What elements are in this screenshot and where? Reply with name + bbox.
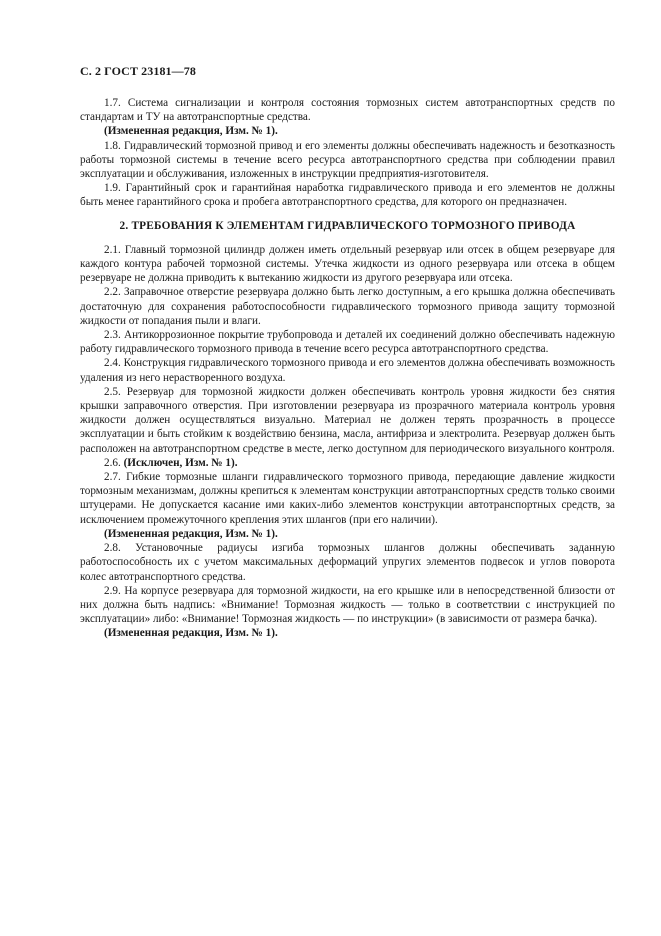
clause-paragraph: 2.5. Резервуар для тормозной жидкости должен обеспечивать контроль уровня жидкости без снятия крышки заправочного отверстия. При изготовлении резервуара из прозрачного материала контроль уровня жидкости должен осуществляться визуально. Материал не должен терять прозрачность в процессе эксплуатации и быть стойким к воздействию бензина, масла, антифриза и электролита. Резервуар должен быть расположен на автотранспортном средстве в месте, легко доступном для периодического визуального контроля. [80, 385, 615, 455]
amendment-note: (Измененная редакция, Изм. № 1). [104, 627, 278, 640]
clause-number: 2.6. [104, 456, 124, 469]
clause-paragraph [80, 456, 615, 470]
document-body [80, 96, 615, 641]
clause-paragraph: 2.4. Конструкция гидравлического тормозного привода и его элементов должна обеспечивать возможность удаления из него нерастворенного воздуха. [80, 357, 615, 384]
section-2-body [80, 243, 615, 641]
clause-paragraph: 2.8. Установочные радиусы изгиба тормозных шлангов должны обеспечивать заданную работоспособность их с учетом максимальных деформаций упругих элементов подвесок и углов поворота колес автотранспортного средства. [80, 542, 615, 583]
amendment-note: (Измененная редакция, Изм. № 1). [104, 125, 278, 138]
clause-paragraph: 2.7. Гибкие тормозные шланги гидравлического тормозного привода, передающие давление жидкости тормозным механизмам, должны крепиться к элементам конструкции автотранспортных средств только своими штуцерами. Не допускается касание ими каких-либо элементов конструкции автотранспортных средств, за исключением промежуточного крепления этих шлангов (при его наличии). [80, 471, 615, 526]
clause-paragraph: 1.9. Гарантийный срок и гарантийная наработка гидравлического привода и его элементов не должны быть менее гарантийного срока и пробега автотранспортного средства, для которого он предназначен. [80, 182, 615, 209]
clause-paragraph: 2.2. Заправочное отверстие резервуара должно быть легко доступным, а его крышка должна обеспечивать достаточную для сохранения работоспособности гидравлического тормозного привода защиту тормозной жидкости от попадания пыли и влаги. [80, 286, 615, 327]
clause-paragraph: 2.9. На корпусе резервуара для тормозной жидкости, на его крышке или в непосредственной близости от них должна быть надпись: «Внимание! Тормозная жидкость — только в соответствии с инструкцией по эксплуатации» либо: «Внимание! Тормозная жидкость — по инструкции» (в зависимости от размера бачка). [80, 584, 615, 626]
amendment-note: (Измененная редакция, Изм. № 1). [104, 527, 278, 540]
section-1-continuation [80, 96, 615, 210]
amendment-note: (Исключен, Изм. № 1). [123, 456, 238, 469]
clause-paragraph: 1.7. Система сигнализации и контроля состояния тормозных систем автотранспортных средств по стандартам и ТУ на автотранспортные средства. [80, 97, 615, 124]
clause-paragraph: 2.3. Антикоррозионное покрытие трубопровода и деталей их соединений должно обеспечивать надежную работу гидравлического тормозного привода в течение всего ресурса автотранспортного средства. [80, 329, 615, 356]
clause-paragraph: 2.1. Главный тормозной цилиндр должен иметь отдельный резервуар или отсек в общем резервуаре для каждого контура рабочей тормозной системы. Утечка жидкости из одного резервуара или отсека в общем резервуаре не должна приводить к вытеканию жидкости из другого резервуара или отсека. [80, 243, 615, 285]
clause-paragraph: 1.8. Гидравлический тормозной привод и его элементы должны обеспечивать надежность и безотказность работы тормозной системы в течение всего ресурса автотранспортного средства при соблюдении правил эксплуатации и обслуживания, изложенных в инструкции предприятия-изготовителя. [80, 139, 615, 181]
page-header: С. 2 ГОСТ 23181—78 [80, 64, 196, 78]
section-2-title: 2. ТРЕБОВАНИЯ К ЭЛЕМЕНТАМ ГИДРАВЛИЧЕСКОГО ТОРМОЗНОГО ПРИВОДА [119, 219, 576, 232]
